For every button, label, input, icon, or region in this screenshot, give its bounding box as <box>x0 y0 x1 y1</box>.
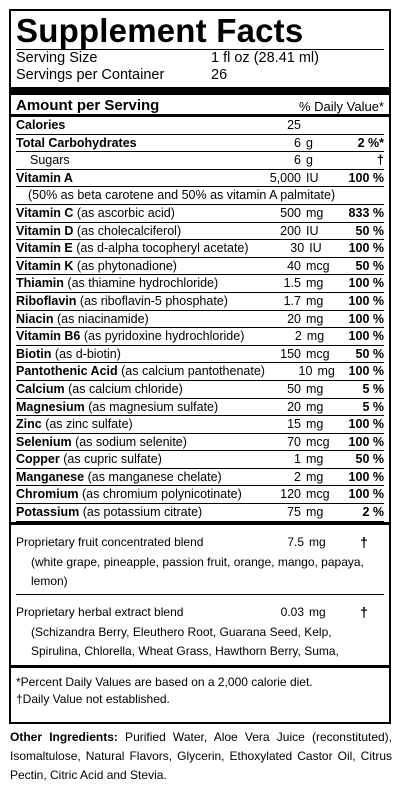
nutrient-source: (as d-biotin) <box>54 346 121 361</box>
nutrient-amount: 75 <box>287 505 301 520</box>
nutrient-daily-value: 100 % <box>348 311 384 326</box>
blend-ingredients-line: lemon) <box>31 573 68 588</box>
nutrient-name-cell <box>16 434 243 451</box>
nutrient-row <box>16 363 384 381</box>
nutrient-name-cell <box>16 293 243 310</box>
nutrient-note: (50% as beta carotene and 50% as vitamin A palmitate) <box>16 187 384 205</box>
nutrient-name: Pantothenic Acid <box>16 364 118 379</box>
nutrient-source: (as chromium polynicotinate) <box>81 487 242 502</box>
blend-daily-value: † <box>360 533 368 550</box>
panel-title: Supplement Facts <box>16 12 304 49</box>
amount-header <box>16 95 384 114</box>
nutrient-source: (as cupric sulfate) <box>63 452 162 467</box>
nutrient-row <box>16 311 384 329</box>
footnotes <box>16 674 384 708</box>
nutrient-name-cell <box>16 363 265 380</box>
nutrient-daily-value: 5 % <box>362 399 384 414</box>
daily-value-header: % Daily Value* <box>298 99 384 114</box>
nutrient-source: (as manganese chelate) <box>87 469 222 484</box>
nutrient-name-cell <box>16 152 243 169</box>
nutrient-name: Biotin <box>16 346 52 361</box>
nutrient-daily-value: 100 % <box>348 241 385 256</box>
nutrient-source: (as ascorbic acid) <box>76 205 175 220</box>
nutrient-row <box>16 381 384 399</box>
footnote-percent: *Percent Daily Values are based on a 2,000 calorie diet. <box>16 674 313 689</box>
nutrient-amount: 200 <box>280 223 301 238</box>
nutrient-source: (as calcium chloride) <box>68 381 183 396</box>
nutrient-row <box>16 240 384 258</box>
nutrient-source: (as thiamine hydrochloride) <box>67 276 219 291</box>
nutrient-unit: IU <box>306 223 319 238</box>
blend-amount: 0.03 <box>280 604 304 619</box>
nutrient-unit: mg <box>306 293 324 308</box>
nutrient-source: (as calcium pantothenate) <box>121 364 265 379</box>
nutrient-amount: 30 <box>290 241 305 256</box>
nutrient-name: Calcium <box>16 381 65 396</box>
nutrient-source: (as niacinamide) <box>57 311 149 326</box>
nutrient-name-cell <box>16 223 243 240</box>
nutrient-amount: 20 <box>287 399 301 414</box>
nutrient-name-cell <box>16 399 243 416</box>
nutrient-name-cell <box>16 486 243 503</box>
nutrient-amount: 40 <box>287 258 301 273</box>
nutrient-amount: 1 <box>294 452 301 467</box>
nutrient-amount: 120 <box>280 487 301 502</box>
nutrient-table <box>16 117 384 522</box>
nutrient-daily-value: 2 %* <box>357 135 384 150</box>
nutrient-name: Total Carbohydrates <box>16 135 137 150</box>
nutrient-row <box>16 504 384 522</box>
thick-divider <box>11 87 389 95</box>
blend-name: Proprietary fruit concentrated blend <box>16 534 204 549</box>
other-ingredients-label: Other Ingredients: <box>10 730 118 744</box>
blend-daily-value: † <box>360 603 368 620</box>
nutrient-unit: mg <box>317 364 335 379</box>
blend-header <box>16 601 384 623</box>
nutrient-unit: mg <box>306 329 325 344</box>
nutrient-amount: 25 <box>287 118 301 132</box>
nutrient-unit: mcg <box>306 258 330 273</box>
nutrient-name: Magnesium <box>16 399 85 414</box>
nutrient-daily-value: 100 % <box>348 170 384 185</box>
nutrient-unit: mg <box>306 399 324 414</box>
footnote-dagger: †Daily Value not established. <box>16 691 170 706</box>
nutrient-name: Vitamin D <box>16 223 74 238</box>
nutrient-unit: mcg <box>306 434 330 449</box>
nutrient-daily-value: 100 % <box>348 469 384 484</box>
blend-ingredients-line: Spirulina, Chlorella, Wheat Grass, Hawthorn Berry, Suma, <box>31 643 339 658</box>
nutrient-row <box>16 135 384 153</box>
nutrient-name: Vitamin C <box>16 205 74 220</box>
servings-per-container-value: 26 <box>211 67 228 83</box>
nutrient-source: (as cholecalciferol) <box>76 223 182 238</box>
nutrient-amount: 5,000 <box>269 170 301 185</box>
nutrient-name: Selenium <box>16 434 72 449</box>
nutrient-name-cell <box>16 275 243 292</box>
nutrient-daily-value: 2 % <box>362 505 384 520</box>
nutrient-name-cell <box>16 240 249 257</box>
blend-header <box>16 531 384 553</box>
servings-per-container-row <box>16 67 384 84</box>
nutrient-name-cell <box>16 117 243 134</box>
nutrient-amount: 20 <box>287 311 301 326</box>
nutrient-unit: mg <box>306 205 324 220</box>
blend-ingredients-line: (white grape, pineapple, passion fruit, orange, mango, papaya, <box>31 554 364 569</box>
nutrient-name-cell <box>16 451 243 468</box>
other-ingredients <box>10 728 392 785</box>
nutrient-name: Thiamin <box>16 276 64 291</box>
serving-size-value: 1 fl oz (28.41 ml) <box>211 50 319 66</box>
nutrient-source: (as d-alpha tocopheryl acetate) <box>76 241 249 256</box>
nutrient-unit: mg <box>306 381 324 396</box>
nutrient-row <box>16 451 384 469</box>
nutrient-row <box>16 152 384 170</box>
nutrient-amount: 70 <box>287 434 301 449</box>
nutrient-unit: mg <box>306 505 324 520</box>
nutrient-row <box>16 275 384 293</box>
amount-per-serving-label: Amount per Serving <box>16 97 160 114</box>
serving-size-row <box>16 50 384 67</box>
nutrient-daily-value: 100 % <box>348 276 384 291</box>
nutrient-name-cell <box>16 205 243 222</box>
nutrient-name-cell <box>16 416 243 433</box>
nutrient-name-cell <box>16 328 244 345</box>
divider <box>16 594 384 595</box>
nutrient-daily-value: 100 % <box>348 329 384 344</box>
nutrient-amount: 1.7 <box>283 293 301 308</box>
nutrient-amount: 1.5 <box>283 276 301 291</box>
nutrient-unit: mg <box>306 311 324 326</box>
nutrient-daily-value: 5 % <box>362 381 384 396</box>
nutrient-row <box>16 416 384 434</box>
nutrient-unit: g <box>306 135 313 150</box>
other-ingredients-text: Purified Water, Aloe Vera Juice (reconstituted), Isomaltulose, Natural Flavors, Glycerin, Ethoxylated Castor Oil, Citrus Pectin, Citric Acid and Stevia. <box>10 730 393 782</box>
nutrient-daily-value: 100 % <box>348 293 384 308</box>
medium-divider <box>11 522 389 525</box>
serving-size-label: Serving Size <box>16 50 98 66</box>
supplement-facts-panel <box>9 9 391 724</box>
nutrient-row <box>16 328 384 346</box>
nutrient-source: (as riboflavin-5 phosphate) <box>79 293 228 308</box>
nutrient-name: Calories <box>16 118 66 132</box>
nutrient-source: (as magnesium sulfate) <box>88 399 219 414</box>
nutrient-daily-value: 100 % <box>348 364 384 379</box>
nutrient-row <box>16 258 384 276</box>
nutrient-unit: mcg <box>306 346 330 361</box>
nutrient-row <box>16 469 384 487</box>
blend-unit: mg <box>309 604 326 619</box>
nutrient-name-cell <box>16 258 243 275</box>
nutrient-row <box>16 486 384 504</box>
nutrient-row <box>16 399 384 417</box>
nutrient-source: (as pyridoxine hydrochloride) <box>83 329 245 344</box>
nutrient-daily-value: † <box>377 153 384 168</box>
nutrient-unit <box>301 117 344 134</box>
nutrient-amount: 10 <box>298 364 313 379</box>
nutrient-row <box>16 117 384 135</box>
nutrient-name-cell <box>16 311 243 328</box>
nutrient-amount: 15 <box>287 417 301 432</box>
nutrient-amount: 2 <box>294 329 302 344</box>
blend-ingredients-line: (Schizandra Berry, Eleuthero Root, Guarana Seed, Kelp, <box>31 624 332 639</box>
nutrient-name-cell <box>16 346 243 363</box>
nutrient-source: (as sodium selenite) <box>75 434 187 449</box>
servings-per-container-label: Servings per Container <box>16 67 165 83</box>
nutrient-amount: 150 <box>280 346 301 361</box>
nutrient-row <box>16 293 384 311</box>
nutrient-daily-value: 100 % <box>348 487 384 502</box>
nutrient-unit: mcg <box>306 487 330 502</box>
nutrient-amount: 500 <box>280 205 301 220</box>
nutrient-name-cell <box>16 504 243 521</box>
nutrient-name: Vitamin A <box>16 170 73 185</box>
nutrient-source: (as phytonadione) <box>76 258 177 273</box>
nutrient-name: Sugars <box>30 153 70 168</box>
nutrient-daily-value: 50 % <box>355 346 384 361</box>
nutrient-amount: 50 <box>287 381 301 396</box>
nutrient-name: Potassium <box>16 505 80 520</box>
nutrient-unit: g <box>306 153 313 168</box>
nutrient-daily-value: 50 % <box>355 452 384 467</box>
nutrient-row <box>16 346 384 364</box>
nutrient-daily-value: 50 % <box>355 258 384 273</box>
nutrient-name: Manganese <box>16 469 85 484</box>
nutrient-row <box>16 223 384 241</box>
nutrient-row <box>16 205 384 223</box>
nutrient-name: Vitamin B6 <box>16 329 81 344</box>
nutrient-name-cell <box>16 381 243 398</box>
nutrient-row <box>16 434 384 452</box>
nutrient-unit: mg <box>306 452 324 467</box>
nutrient-unit: IU <box>309 241 322 256</box>
nutrient-name: Vitamin K <box>16 258 74 273</box>
nutrient-amount: 6 <box>294 153 301 168</box>
nutrient-name: Zinc <box>16 417 42 432</box>
nutrient-unit: IU <box>306 170 319 185</box>
nutrient-name: Chromium <box>16 487 79 502</box>
nutrient-name: Vitamin E <box>16 241 73 256</box>
blend-unit: mg <box>309 534 326 549</box>
nutrient-source: (as potassium citrate) <box>82 505 203 520</box>
nutrient-name: Riboflavin <box>16 293 77 308</box>
nutrient-row <box>16 170 384 188</box>
nutrient-source: (as zinc sulfate) <box>45 417 133 432</box>
nutrient-name-cell <box>16 135 243 152</box>
nutrient-daily-value: 100 % <box>348 434 384 449</box>
nutrient-amount: 2 <box>294 469 301 484</box>
blend-name: Proprietary herbal extract blend <box>16 604 184 619</box>
nutrient-daily-value: 833 % <box>348 205 384 220</box>
nutrient-daily-value: 50 % <box>355 223 384 238</box>
nutrient-unit: mg <box>306 469 324 484</box>
blend-amount: 7.5 <box>287 534 304 549</box>
nutrient-name-cell <box>16 170 243 187</box>
nutrient-name-cell <box>16 469 243 486</box>
nutrient-name: Niacin <box>16 311 54 326</box>
nutrient-daily-value <box>344 117 384 134</box>
nutrient-daily-value: 100 % <box>348 417 384 432</box>
nutrient-unit: mg <box>306 417 324 432</box>
nutrient-name: Copper <box>16 452 60 467</box>
nutrient-unit: mg <box>306 276 324 291</box>
medium-divider <box>11 665 389 668</box>
blend-section <box>16 531 384 661</box>
nutrient-amount: 6 <box>294 135 301 150</box>
